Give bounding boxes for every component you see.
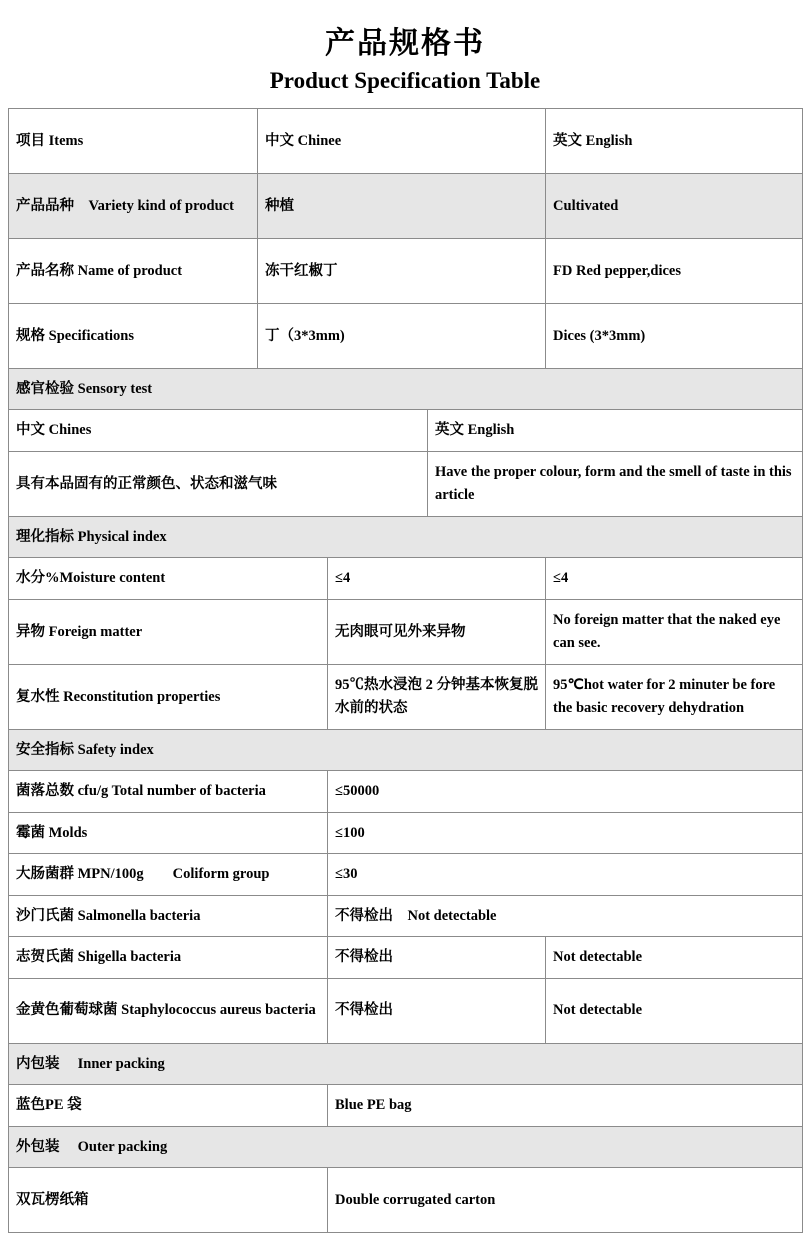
specification-table [8,108,803,1233]
bacteria-value: ≤50000 [328,771,803,812]
table-row-outer-packing [9,1168,803,1233]
header-items: 项目 Items [9,109,258,174]
shigella-label: 志贺氏菌 Shigella bacteria [9,937,328,978]
shigella-chinese: 不得检出 [328,937,546,978]
table-row-physical-section [9,516,803,557]
reconstitution-chinese: 95℃热水浸泡 2 分钟基本恢复脱水前的状态 [328,664,546,729]
reconstitution-label: 复水性 Reconstitution properties [9,664,328,729]
molds-label: 霉菌 Molds [9,812,328,853]
product-name-english: FD Red pepper,dices [546,239,803,304]
specifications-chinese: 丁（3*3mm) [258,304,546,369]
table-row-shigella [9,937,803,978]
table-row-reconstitution [9,664,803,729]
table-row-salmonella [9,895,803,936]
table-row-sensory-heads [9,410,803,451]
foreign-matter-chinese: 无肉眼可见外来异物 [328,599,546,664]
table-row-bacteria [9,771,803,812]
page-title-chinese: 产品规格书 [325,26,485,61]
variety-english: Cultivated [546,174,803,239]
outer-packing-english: Double corrugated carton [328,1168,803,1233]
table-row-sensory-values [9,451,803,516]
table-row-header [9,109,803,174]
table-row-product-name [9,239,803,304]
outer-packing-chinese: 双瓦楞纸箱 [9,1168,328,1233]
inner-packing-english: Blue PE bag [328,1085,803,1126]
moisture-english: ≤4 [546,558,803,599]
table-row-coliform [9,854,803,895]
molds-value: ≤100 [328,812,803,853]
staphylococcus-english: Not detectable [546,978,803,1043]
sensory-section-title: 感官检验 Sensory test [9,369,803,410]
sensory-value-chinese: 具有本品固有的正常颜色、状态和滋气味 [9,451,428,516]
table-row-variety [9,174,803,239]
moisture-chinese: ≤4 [328,558,546,599]
coliform-label: 大肠菌群 MPN/100g Coliform group [9,854,328,895]
physical-section-title: 理化指标 Physical index [9,516,803,557]
table-row-molds [9,812,803,853]
salmonella-label: 沙门氏菌 Salmonella bacteria [9,895,328,936]
product-name-chinese: 冻干红椒丁 [258,239,546,304]
staphylococcus-chinese: 不得检出 [328,978,546,1043]
page-title-english: Product Specification Table [269,68,541,93]
table-row-inner-packing [9,1085,803,1126]
safety-section-title: 安全指标 Safety index [9,729,803,770]
inner-packing-chinese: 蓝色PE 袋 [9,1085,328,1126]
variety-chinese: 种植 [258,174,546,239]
reconstitution-english: 95℃hot water for 2 minuter be fore the basic recovery dehydration [546,664,803,729]
variety-label: 产品品种 Variety kind of product [9,174,258,239]
specifications-english: Dices (3*3mm) [546,304,803,369]
product-name-label: 产品名称 Name of product [9,239,258,304]
table-row-sensory-section [9,369,803,410]
table-row-outer-packing-section [9,1126,803,1167]
specifications-label: 规格 Specifications [9,304,258,369]
table-row-specifications [9,304,803,369]
staphylococcus-label: 金黄色葡萄球菌 Staphylococcus aureus bacteria [9,978,328,1043]
foreign-matter-label: 异物 Foreign matter [9,599,328,664]
header-english: 英文 English [546,109,803,174]
bacteria-label: 菌落总数 cfu/g Total number of bacteria [9,771,328,812]
coliform-value: ≤30 [328,854,803,895]
sensory-header-chinese: 中文 Chines [9,410,428,451]
inner-packing-section-title: 内包装 Inner packing [9,1043,803,1084]
sensory-header-english: 英文 English [428,410,803,451]
salmonella-value: 不得检出 Not detectable [328,895,803,936]
outer-packing-section-title: 外包装 Outer packing [9,1126,803,1167]
table-row-safety-section [9,729,803,770]
shigella-english: Not detectable [546,937,803,978]
header-chinese: 中文 Chinee [258,109,546,174]
table-row-staphylococcus [9,978,803,1043]
sensory-value-english: Have the proper colour, form and the smell of taste in this article [428,451,803,516]
table-row-inner-packing-section [9,1043,803,1084]
table-row-foreign-matter [9,599,803,664]
table-row-moisture [9,558,803,599]
moisture-label: 水分%Moisture content [9,558,328,599]
foreign-matter-english: No foreign matter that the naked eye can see. [546,599,803,664]
